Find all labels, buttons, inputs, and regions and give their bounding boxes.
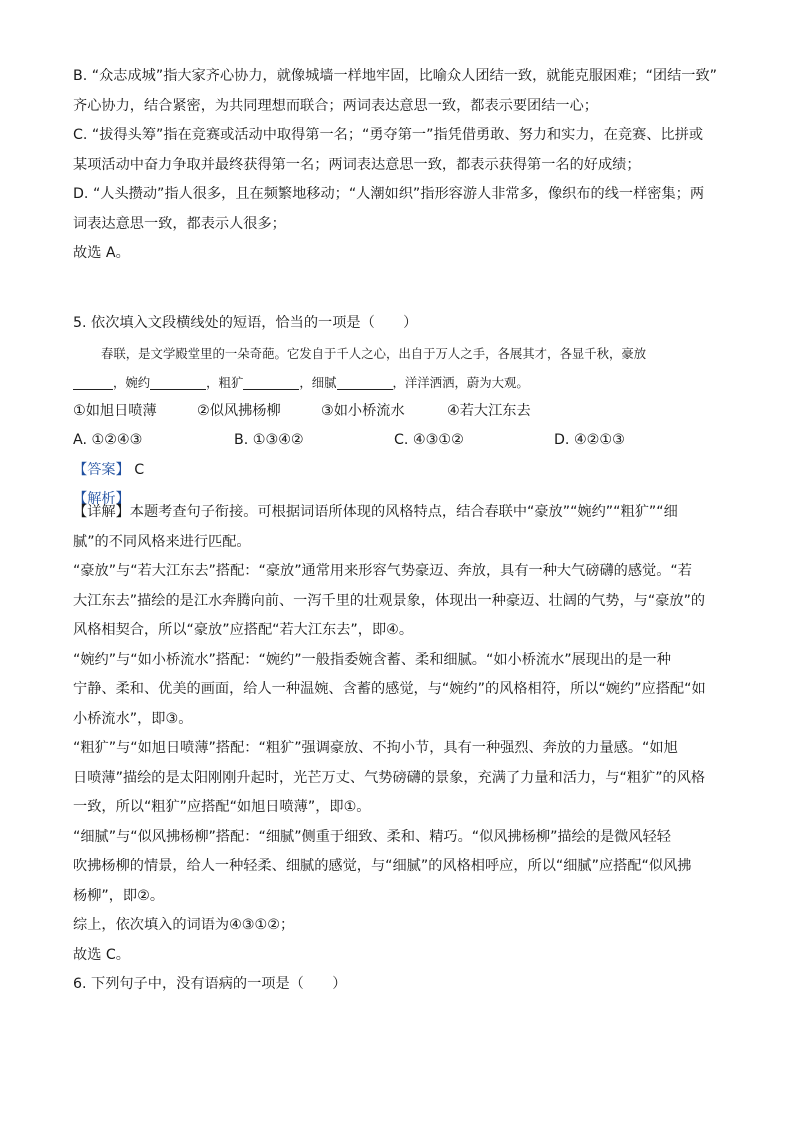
- option-item: B. ①③④②: [234, 432, 304, 448]
- text-line: 综上，依次填入的词语为④③①②；: [73, 917, 295, 933]
- text-line: 一致，所以“粗犷”应搭配“如旭日喷薄”，即①。: [73, 799, 371, 815]
- question-stem: 5. 依次填入文段横线处的短语，恰当的一项是（ ）: [73, 315, 418, 331]
- analysis-block: [73, 498, 733, 1000]
- blank-2: [150, 375, 206, 390]
- text-line: B. “众志成城”指大家齐心协力，就像城墙一样地牢固，比喻众人团结一致，就能克服困难；“团结一致”: [73, 68, 718, 84]
- question-5: [73, 309, 733, 515]
- text-line: D. “人头攒动”指人很多，且在频繁地移动；“人潮如织”指形容游人非常多，像织布的线一样密集；两: [73, 186, 705, 202]
- analysis-tag: 【解析】: [73, 491, 130, 507]
- blank-1: [73, 375, 113, 390]
- options-row: [73, 426, 733, 456]
- text-line: C. “拔得头筹”指在竞赛或活动中取得第一名；“勇夺第一”指凭借勇敢、努力和实力，在竞赛、比拼或: [73, 127, 704, 143]
- text-line: 故选 C。: [73, 946, 130, 963]
- choice-item: ④若大江东去: [447, 402, 531, 419]
- passage-segment: ，粗犷: [206, 374, 244, 390]
- passage-segment: ，细腻: [299, 374, 337, 390]
- text-line: 【详解】本题考查句子衔接。可根据词语所体现的风格特点，结合春联中“豪放”“婉约”“粗犷”“细: [73, 504, 678, 520]
- text-line: 日喷薄”描绘的是太阳刚刚升起时，光芒万丈、气势磅礴的景象，充满了力量和活力，与“粗犷”的风格: [73, 769, 706, 786]
- text-line: “细腻”与“似风拂杨柳”搭配：“细腻”侧重于细致、柔和、精巧。“似风拂杨柳”描绘的是微风轻轻: [73, 828, 671, 845]
- passage-line-blanks: [73, 368, 733, 397]
- choice-item: ①如旭日喷薄: [73, 402, 157, 419]
- text-line: 小桥流水”，即③。: [73, 710, 193, 727]
- passage-segment: ，洋洋洒洒，蔚为大观。: [392, 374, 529, 390]
- text-line: “婉约”与“如小桥流水”搭配：“婉约”一般指委婉含蓄、柔和细腻。“如小桥流水”展现出的是一种: [73, 651, 671, 668]
- blank-3: [243, 375, 299, 390]
- text-line: 杨柳”，即②。: [73, 887, 165, 904]
- blank-4: [337, 375, 393, 390]
- text-line: 某项活动中奋力争取并最终获得第一名；两词表达意思一致，都表示获得第一名的好成绩；: [73, 156, 641, 173]
- choice-item: ②似风拂杨柳: [197, 402, 281, 419]
- option-item: C. ④③①②: [394, 432, 464, 448]
- text-line: “粗犷”与“如旭日喷薄”搭配：“粗犷”强调豪放、不拘小节，具有一种强烈、奔放的力量感。“如旭: [73, 740, 678, 756]
- choice-item: ③如小桥流水: [321, 402, 405, 419]
- option-item: A. ①②④③: [73, 432, 143, 448]
- question-6-stem: 6. 下列句子中，没有语病的一项是（ ）: [73, 976, 347, 992]
- answer-value: C: [134, 461, 145, 478]
- answer-tag: 【答案】: [73, 461, 130, 478]
- answer-line: [73, 456, 733, 486]
- text-line: 宁静、柔和、优美的画面，给人一种温婉、含蓄的感觉，与“婉约”的风格相符，所以“婉约”应搭配“如: [73, 681, 706, 697]
- previous-answer-block: [73, 62, 733, 269]
- text-line: 吹拂杨柳的情景，给人一种轻柔、细腻的感觉，与“细腻”的风格相呼应，所以“细腻”应搭配“似风拂: [73, 858, 692, 874]
- text-line: “豪放”与“若大江东去”搭配：“豪放”通常用来形容气势豪迈、奔放，具有一种大气磅礴的感觉。“若: [73, 563, 692, 579]
- choices-row: [73, 397, 733, 427]
- text-line: 齐心协力，结合紧密，为共同理想而联合；两词表达意思一致，都表示要团结一心；: [73, 97, 598, 114]
- text-line: 词表达意思一致，都表示人很多；: [73, 215, 286, 232]
- text-line: 大江东去”描绘的是江水奔腾向前、一泻千里的壮观景象，体现出一种豪迈、壮阔的气势，与“豪放”的: [73, 592, 706, 609]
- text-line: 故选 A。: [73, 245, 130, 261]
- text-line: 腻”的不同风格来进行匹配。: [73, 533, 251, 550]
- passage-segment: ，婉约: [113, 374, 151, 390]
- text-line: 风格相契合，所以“豪放”应搭配“若大江东去”，即④。: [73, 622, 414, 638]
- option-item: D. ④②①③: [554, 432, 625, 448]
- passage-line: 春联，是文学殿堂里的一朵奇葩。它发自于千人之心，出自于万人之手，各展其才，各显千秋，豪放: [101, 345, 647, 361]
